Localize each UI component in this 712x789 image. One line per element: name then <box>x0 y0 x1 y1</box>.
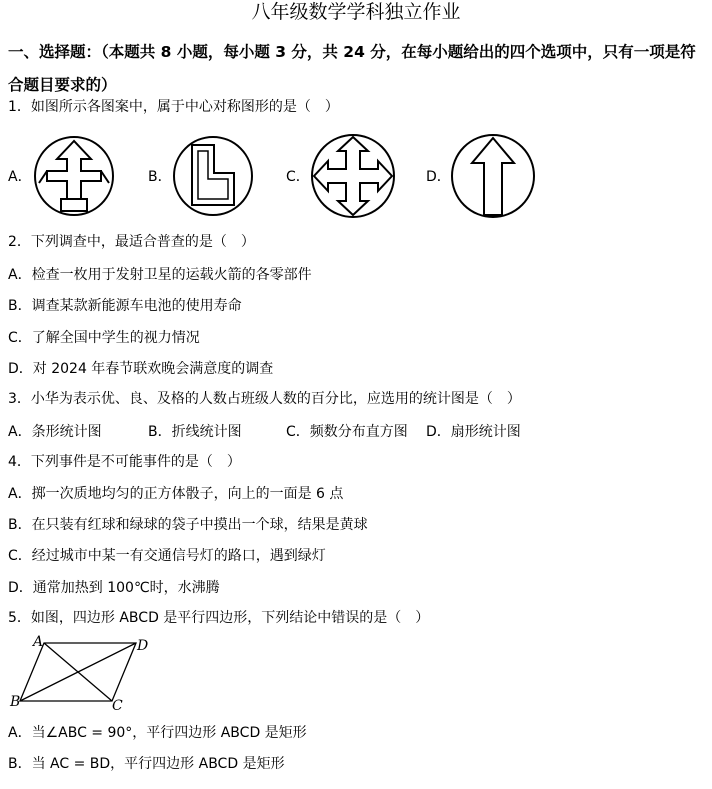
q3-option-c[interactable]: C．频数分布直方图 <box>286 424 408 440</box>
vertex-label-b: B <box>10 694 21 710</box>
q1-option-d-label[interactable]: D． <box>426 169 451 185</box>
q3-stem: 3．小华为表示优、良、及格的人数占班级人数的百分比，应选用的统计图是（ ） <box>8 391 521 407</box>
q3-option-b[interactable]: B．折线统计图 <box>148 424 242 440</box>
q1-figure-c <box>310 133 396 219</box>
vertex-label-d: D <box>137 638 149 654</box>
q2-option-c[interactable]: C．了解全国中学生的视力情况 <box>8 330 200 346</box>
q1-figure-d <box>450 133 536 219</box>
q2-option-b[interactable]: B．调查某款新能源车电池的使用寿命 <box>8 298 242 314</box>
vertex-label-c: C <box>112 698 123 714</box>
q1-option-b-label[interactable]: B． <box>148 169 172 185</box>
q3-option-a[interactable]: A．条形统计图 <box>8 424 102 440</box>
q4-option-d[interactable]: D．通常加热到 100℃时，水沸腾 <box>8 580 220 596</box>
q4-option-b[interactable]: B．在只装有红球和绿球的袋子中摸出一个球，结果是黄球 <box>8 517 368 533</box>
q3-option-d[interactable]: D．扇形统计图 <box>426 424 521 440</box>
q2-option-d[interactable]: D．对 2024 年春节联欢晚会满意度的调查 <box>8 361 274 377</box>
q1-option-c-label[interactable]: C． <box>286 169 310 185</box>
page-title: 八年级数学学科独立作业 <box>251 1 461 23</box>
q5-stem: 5．如图，四边形 ABCD 是平行四边形，下列结论中错误的是（ ） <box>8 610 430 626</box>
vertex-label-a: A <box>33 634 44 650</box>
q4-option-c[interactable]: C．经过城市中某一有交通信号灯的路口，遇到绿灯 <box>8 548 326 564</box>
q4-option-a[interactable]: A．掷一次质地均匀的正方体骰子，向上的一面是 6 点 <box>8 486 344 502</box>
q2-stem: 2．下列调查中，最适合普查的是（ ） <box>8 234 255 250</box>
q1-stem: 1．如图所示各图案中，属于中心对称图形的是（ ） <box>8 99 339 115</box>
q5-option-a[interactable]: A．当∠ABC = 90°，平行四边形 ABCD 是矩形 <box>8 725 307 741</box>
q1-figure-b <box>172 135 254 217</box>
q1-figure-a <box>33 135 115 217</box>
q1-option-a-label[interactable]: A． <box>8 169 32 185</box>
section-heading: 一、选择题：（本题共 8 小题，每小题 3 分，共 24 分，在每小题给出的四个选项中，只有一项是符合题目要求的） <box>8 43 696 94</box>
q5-option-b[interactable]: B．当 AC = BD，平行四边形 ABCD 是矩形 <box>8 756 285 772</box>
q5-parallelogram-figure <box>8 635 158 715</box>
q2-option-a[interactable]: A．检查一枚用于发射卫星的运载火箭的各零部件 <box>8 267 312 283</box>
q4-stem: 4．下列事件是不可能事件的是（ ） <box>8 454 241 470</box>
